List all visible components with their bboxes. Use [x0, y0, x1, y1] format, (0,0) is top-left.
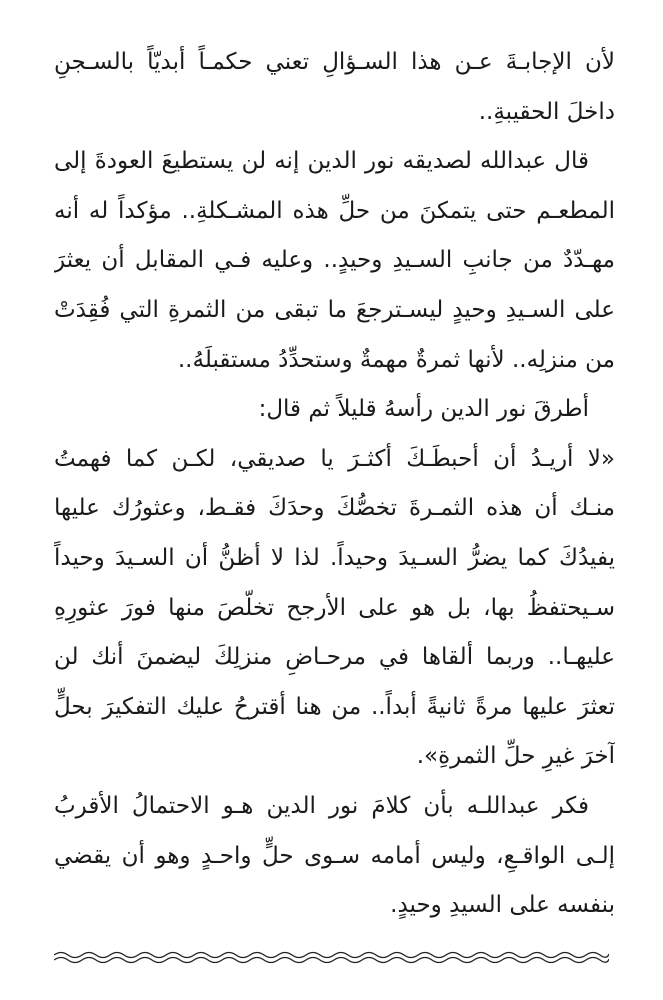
text-line: على السـيدِ وحيدٍ ليسـترجعَ ما تبقى من الثمرةِ التي فُقِدَتْ [54, 296, 615, 323]
text-line: آخرَ غيرِ حلِّ الثمرةِ». [416, 743, 615, 770]
text-line: بنفسه على السيدِ وحيدٍ. [390, 892, 615, 919]
paragraph-1 [54, 38, 615, 137]
paragraph-2 [54, 137, 615, 385]
text-line: المطعـم حتى يتمكنَ من حلِّ هذه المشـكلةِ.. مؤكداً له أنه [54, 197, 615, 224]
text-line: عليهـا.. وربما ألقاها في مرحـاضِ منزلِكَ ليضمنَ أنك لن [54, 644, 615, 671]
text-line: داخلَ الحقيبةِ.. [478, 98, 615, 125]
text-line: أطرقَ نور الدين رأسهُ قليلاً ثم قال: [258, 396, 589, 423]
text-line: مهـدّدٌ من جانبِ السـيدِ وحيدٍ.. وعليه فـي المقابل أن يعثرَ [54, 247, 615, 274]
text-line: سـيحتفظُ بها، بل هو على الأرجح تخلّصَ منها فورَ عثورِهِ [54, 594, 615, 621]
text-line: إلـى الواقـعِ، وليس أمامه سـوى حلٍّ واحـدٍ وهو أن يقضي [54, 842, 615, 869]
paragraph-5 [54, 782, 615, 931]
wavy-divider-icon [54, 950, 609, 964]
text-line: من منزلِه.. لأنها ثمرةٌ مهمةٌ وستحدِّدُ مستقبلَهُ.. [177, 346, 615, 373]
paragraph-3 [54, 385, 615, 435]
text-line: فكر عبداللـه بأن كلامَ نور الدين هـو الاحتمالُ الأقربُ [54, 792, 589, 819]
text-line: لأن الإجابـةَ عـن هذا السـؤالِ تعني حكمـاً أبديّاً بالسـجنِ [54, 49, 615, 75]
paragraph-4 [54, 435, 615, 782]
text-line: تعثرَ عليها مرةً ثانيةً أبداً.. من هنا أقترحُ عليك التفكيرَ بحلٍّ [54, 693, 615, 720]
text-line: «لا أريـدُ أن أحبطَـكَ أكثـرَ يا صديقي، لكـن كما فهمتُ [54, 445, 615, 472]
text-line: منـك أن هذه الثمـرةَ تخصُّكَ وحدَكَ فقـط، وعثورُك عليها [54, 495, 615, 522]
text-line: قال عبدالله لصديقه نور الدين إنه لن يستطيعَ العودةَ إلى [54, 148, 589, 175]
text-line: يفيدُكَ كما يضرُّ السـيدَ وحيداً. لذا لا أظنُّ أن السـيدَ وحيداً [54, 544, 615, 571]
